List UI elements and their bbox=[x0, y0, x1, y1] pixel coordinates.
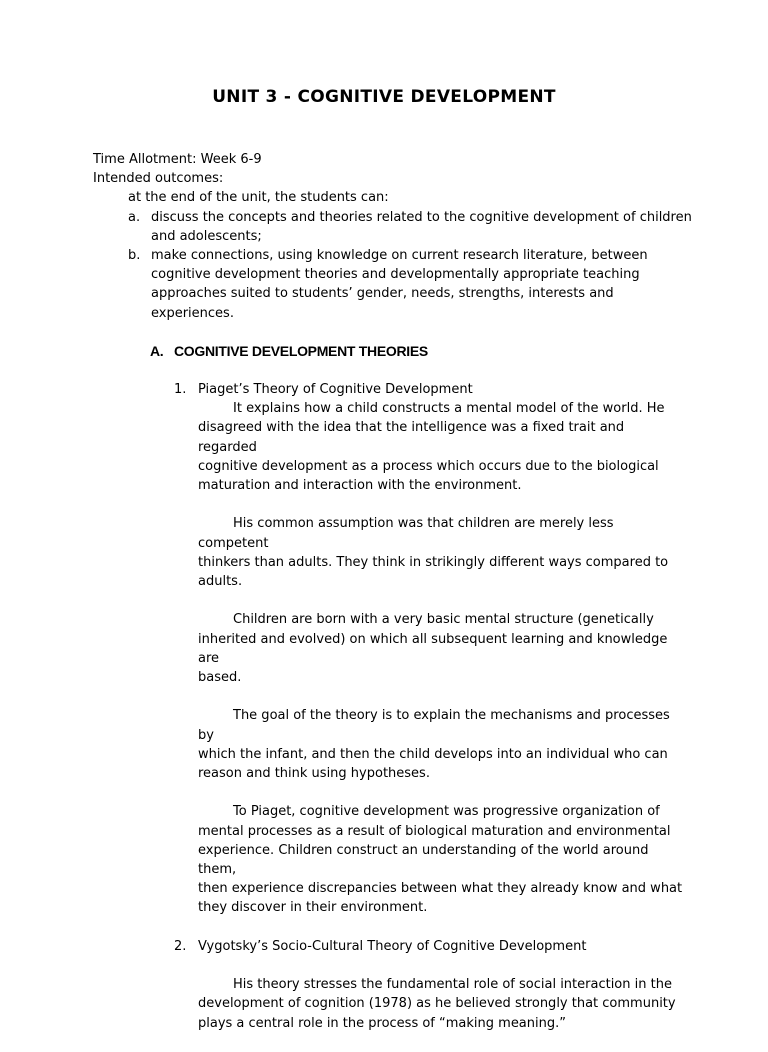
document-title: UNIT 3 - COGNITIVE DEVELOPMENT bbox=[212, 87, 556, 107]
theory-paragraph bbox=[198, 610, 684, 687]
theory-item-piaget bbox=[174, 380, 684, 918]
theory-item-vygotsky bbox=[174, 937, 684, 1033]
paragraph-gap bbox=[198, 956, 684, 975]
theory-title: Vygotsky’s Socio-Cultural Theory of Cognitive Development bbox=[198, 938, 587, 954]
paragraph-line: mental processes as a result of biological maturation and environmental bbox=[198, 823, 671, 839]
paragraph-line: plays a central role in the process of “making meaning.” bbox=[198, 1015, 566, 1031]
theory-paragraph bbox=[198, 975, 684, 1033]
paragraph-line: which the infant, and then the child develops into an individual who can bbox=[198, 746, 668, 762]
paragraph-line: they discover in their environment. bbox=[198, 900, 428, 916]
paragraph-line: It explains how a child constructs a mental model of the world. He bbox=[233, 401, 665, 417]
unit-meta bbox=[93, 150, 693, 323]
theory-paragraph bbox=[198, 802, 684, 917]
theory-paragraph bbox=[198, 399, 684, 495]
paragraph-line: reason and think using hypotheses. bbox=[198, 766, 430, 782]
paragraph-line: The goal of the theory is to explain the mechanisms and processes by bbox=[198, 708, 670, 743]
theory-number: 1. bbox=[174, 382, 187, 397]
paragraph-line: then experience discrepancies between what they already know and what bbox=[198, 881, 683, 897]
paragraph-line: adults. bbox=[198, 574, 243, 590]
outcome-item bbox=[93, 208, 693, 246]
outcome-line: and adolescents; bbox=[151, 228, 262, 244]
outcome-marker: a. bbox=[128, 209, 141, 225]
paragraph-line: maturation and interaction with the environment. bbox=[198, 478, 522, 494]
paragraph-line: Children are born with a very basic mental structure (genetically bbox=[233, 612, 654, 628]
theories-list bbox=[174, 380, 684, 1052]
section-title: COGNITIVE DEVELOPMENT THEORIES bbox=[174, 343, 428, 359]
paragraph-line: based. bbox=[198, 670, 242, 686]
section-letter: A. bbox=[150, 343, 164, 359]
theory-title: Piaget’s Theory of Cognitive Development bbox=[198, 382, 473, 397]
time-allotment: Time Allotment: Week 6-9 bbox=[93, 152, 262, 167]
outcome-line: approaches suited to students’ gender, needs, strengths, interests and bbox=[151, 286, 614, 302]
outcome-item bbox=[93, 246, 693, 323]
intended-outcomes-label: Intended outcomes: bbox=[93, 171, 224, 187]
section-heading bbox=[150, 342, 428, 361]
paragraph-line: thinkers than adults. They think in strikingly different ways compared to bbox=[198, 554, 669, 570]
paragraph-line: inherited and evolved) on which all subsequent learning and knowledge are bbox=[198, 631, 668, 666]
outcome-marker: b. bbox=[128, 248, 141, 264]
outcome-line: cognitive development theories and developmentally appropriate teaching bbox=[151, 267, 640, 283]
outcomes-list bbox=[93, 208, 693, 323]
paragraph-line: His theory stresses the fundamental role of social interaction in the bbox=[233, 977, 672, 993]
outcome-line: discuss the concepts and theories related to the cognitive development of children bbox=[151, 209, 692, 225]
paragraph-line: experience. Children construct an understanding of the world around them, bbox=[198, 842, 649, 878]
theory-paragraph bbox=[198, 514, 684, 591]
outcome-line: make connections, using knowledge on current research literature, between bbox=[151, 248, 648, 264]
theory-paragraph bbox=[198, 706, 684, 783]
paragraph-line: His common assumption was that children are merely less competent bbox=[198, 516, 614, 551]
outcomes-intro: at the end of the unit, the students can: bbox=[128, 190, 389, 206]
theory-number: 2. bbox=[174, 938, 187, 954]
paragraph-line: cognitive development as a process which occurs due to the biological bbox=[198, 458, 659, 474]
outcome-line: experiences. bbox=[151, 305, 234, 321]
paragraph-line: To Piaget, cognitive development was progressive organization of bbox=[233, 804, 660, 820]
paragraph-line: disagreed with the idea that the intelligence was a fixed trait and regarded bbox=[198, 420, 625, 455]
paragraph-line: development of cognition (1978) as he believed strongly that community bbox=[198, 996, 676, 1012]
